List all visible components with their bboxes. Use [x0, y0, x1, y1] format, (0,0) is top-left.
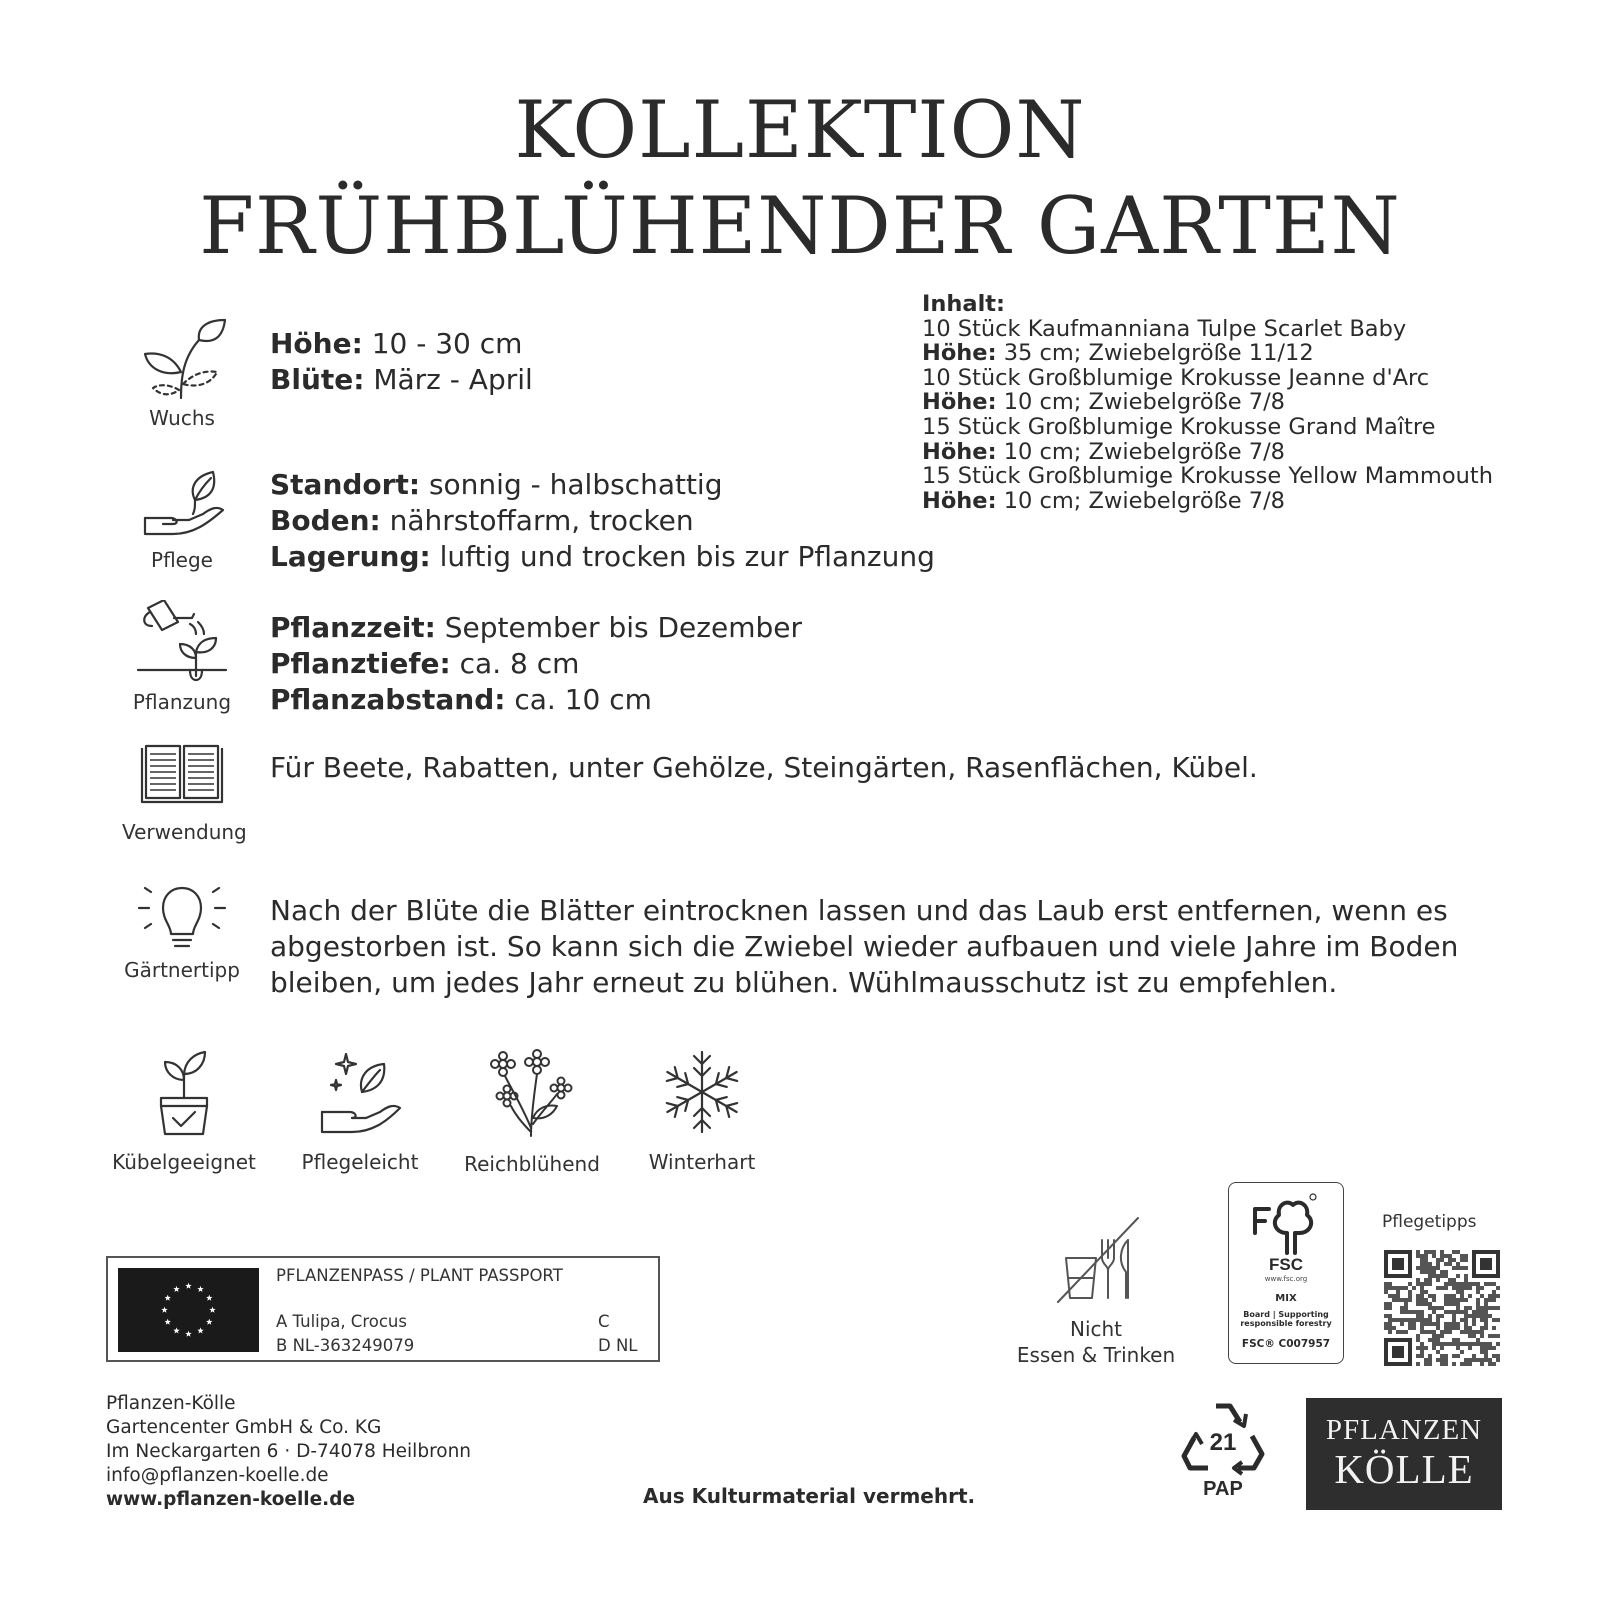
- tipp-label: Gärtnertipp: [124, 958, 240, 982]
- address-line-3: Im Neckargarten 6 · D-74078 Heilbronn: [106, 1441, 472, 1462]
- hoehe-key: Höhe:: [270, 327, 363, 360]
- fsc-mix: MIX: [1275, 1293, 1297, 1304]
- hand-leaf-sparkle-icon: [318, 1048, 402, 1136]
- plant-passport: [106, 1256, 660, 1362]
- snowflake-icon: [658, 1048, 746, 1136]
- inhalt-item-2-key: Höhe:: [922, 389, 997, 416]
- fsc-badge: [1228, 1182, 1344, 1364]
- bluete-value: März - April: [364, 363, 533, 396]
- inhalt-item-4: 15 Stück Großblumige Krokusse Yellow Mammouth: [922, 463, 1493, 490]
- inhalt-item-1-detail: 35 cm; Zwiebelgröße 11/12: [996, 340, 1314, 367]
- wuchs-label: Wuchs: [149, 406, 215, 430]
- inhalt-heading: Inhalt:: [922, 291, 1006, 317]
- pflanztiefe-value: ca. 8 cm: [450, 647, 580, 680]
- open-book-icon: [140, 744, 224, 806]
- qr-label: Pflegetipps: [1382, 1212, 1477, 1232]
- boden-key: Boden:: [270, 504, 381, 537]
- inhalt-item-3-key: Höhe:: [922, 438, 997, 465]
- not-food-line-1: Nicht: [1069, 1317, 1123, 1341]
- no-food-drink-icon: [1046, 1214, 1146, 1304]
- pflanzzeit-value: September bis Dezember: [435, 611, 802, 644]
- brand-logo: [1306, 1398, 1502, 1510]
- pflege-icon-block: [122, 470, 242, 572]
- tipp-icon-block: [122, 882, 242, 982]
- boden-value: nährstoffarm, trocken: [380, 504, 694, 537]
- recycle-triangle-icon: [1178, 1400, 1268, 1478]
- tipp-text: Nach der Blüte die Blätter eintrocknen lassen und das Laub erst entfernen, wenn es abgestorben ist. So kann sich die Zwiebel wieder aufbauen und viele Jahre im Boden bleiben, um jedes Jahr erneut zu blühen. Wühlmausschutz ist zu empfehlen.: [270, 894, 1459, 999]
- pflanzung-label: Pflanzung: [132, 690, 232, 714]
- recycle-number: 21: [1209, 1429, 1237, 1456]
- pflege-specs: [270, 467, 935, 575]
- pflanztiefe-key: Pflanztiefe:: [270, 647, 451, 680]
- fsc-tree-icon: [1251, 1193, 1321, 1255]
- title-line-2: FRÜHBLÜHENDER GARTEN: [199, 180, 1401, 272]
- inhalt-item-2: 10 Stück Großblumige Krokusse Jeanne d'Arc: [922, 364, 1430, 391]
- potted-plant-check-icon: [149, 1048, 219, 1136]
- passport-a: A Tulipa, Crocus: [276, 1312, 407, 1331]
- feature-kuebelgeeignet: [104, 1048, 264, 1174]
- feature-pflegeleicht-label: Pflegeleicht: [301, 1150, 419, 1174]
- feature-winterhart-label: Winterhart: [648, 1150, 756, 1174]
- recycle-block: [1178, 1400, 1268, 1501]
- hand-leaf-icon: [137, 470, 227, 542]
- title-line-1: KOLLEKTION: [514, 84, 1086, 176]
- passport-heading: PFLANZENPASS / PLANT PASSPORT: [276, 1266, 563, 1285]
- lightbulb-icon: [137, 882, 227, 952]
- wuchs-specs: [270, 326, 533, 398]
- standort-value: sonnig - halbschattig: [420, 468, 723, 501]
- watering-can-icon: [134, 600, 230, 684]
- wuchs-icon-block: [122, 318, 242, 430]
- qr-code-icon[interactable]: [1384, 1250, 1500, 1366]
- bluete-key: Blüte:: [270, 363, 365, 396]
- fsc-board-2: responsible forestry: [1240, 1319, 1332, 1328]
- passport-b: B NL-363249079: [276, 1336, 415, 1355]
- inhalt-item-3: 15 Stück Großblumige Krokusse Grand Maître: [922, 413, 1436, 440]
- passport-c: C: [598, 1312, 610, 1331]
- logo-line-2: KÖLLE: [1334, 1446, 1474, 1492]
- plant-sprout-icon: [137, 318, 227, 400]
- inhalt-block: [922, 292, 1493, 513]
- not-food-line-2: Essen & Trinken: [1016, 1343, 1176, 1367]
- inhalt-item-1-key: Höhe:: [922, 340, 997, 367]
- fsc-word: FSC: [1269, 1255, 1303, 1274]
- culture-note: Aus Kulturmaterial vermehrt.: [643, 1484, 976, 1508]
- inhalt-item-4-detail: 10 cm; Zwiebelgröße 7/8: [996, 487, 1286, 514]
- not-food-block: [1006, 1214, 1186, 1368]
- lagerung-value: luftig und trocken bis zur Pflanzung: [430, 540, 935, 573]
- inhalt-item-2-detail: 10 cm; Zwiebelgröße 7/8: [996, 389, 1286, 416]
- pflanzabstand-value: ca. 10 cm: [505, 683, 652, 716]
- verwendung-icon-block: [122, 744, 247, 844]
- lagerung-key: Lagerung:: [270, 540, 431, 573]
- pflanzzeit-key: Pflanzzeit:: [270, 611, 436, 644]
- address-line-2: Gartencenter GmbH & Co. KG: [106, 1417, 382, 1438]
- fsc-code: FSC® C007957: [1241, 1338, 1331, 1350]
- passport-d: D NL: [598, 1336, 638, 1355]
- company-address: [106, 1392, 471, 1512]
- logo-line-1: PFLANZEN: [1325, 1414, 1483, 1446]
- pflanzung-icon-block: [122, 600, 242, 714]
- fsc-board-1: Board | Supporting: [1243, 1310, 1329, 1319]
- recycle-label: PAP: [1203, 1478, 1243, 1500]
- verwendung-text: Für Beete, Rabatten, unter Gehölze, Steingärten, Rasenflächen, Kübel.: [270, 751, 1258, 784]
- address-email[interactable]: info@pflanzen-koelle.de: [106, 1465, 329, 1486]
- pflege-label: Pflege: [151, 548, 213, 572]
- flower-bouquet-icon: [487, 1048, 577, 1138]
- verwendung-label: Verwendung: [122, 820, 247, 844]
- pflanzung-specs: [270, 610, 802, 718]
- feature-pflegeleicht: [280, 1048, 440, 1174]
- eu-flag-icon: [118, 1268, 259, 1352]
- feature-winterhart: [622, 1048, 782, 1174]
- address-line-1: Pflanzen-Kölle: [106, 1393, 236, 1414]
- address-website[interactable]: www.pflanzen-koelle.de: [106, 1489, 356, 1510]
- inhalt-item-3-detail: 10 cm; Zwiebelgröße 7/8: [996, 438, 1286, 465]
- feature-reichbluehend-label: Reichblühend: [464, 1152, 600, 1176]
- inhalt-item-1: 10 Stück Kaufmanniana Tulpe Scarlet Baby: [922, 315, 1407, 342]
- standort-key: Standort:: [270, 468, 421, 501]
- feature-kuebelgeeignet-label: Kübelgeeignet: [112, 1150, 256, 1174]
- inhalt-item-4-key: Höhe:: [922, 487, 997, 514]
- hoehe-value: 10 - 30 cm: [362, 327, 523, 360]
- feature-reichbluehend: [452, 1048, 612, 1176]
- fsc-url: www.fsc.org: [1264, 1275, 1308, 1283]
- pflanzabstand-key: Pflanzabstand:: [270, 683, 506, 716]
